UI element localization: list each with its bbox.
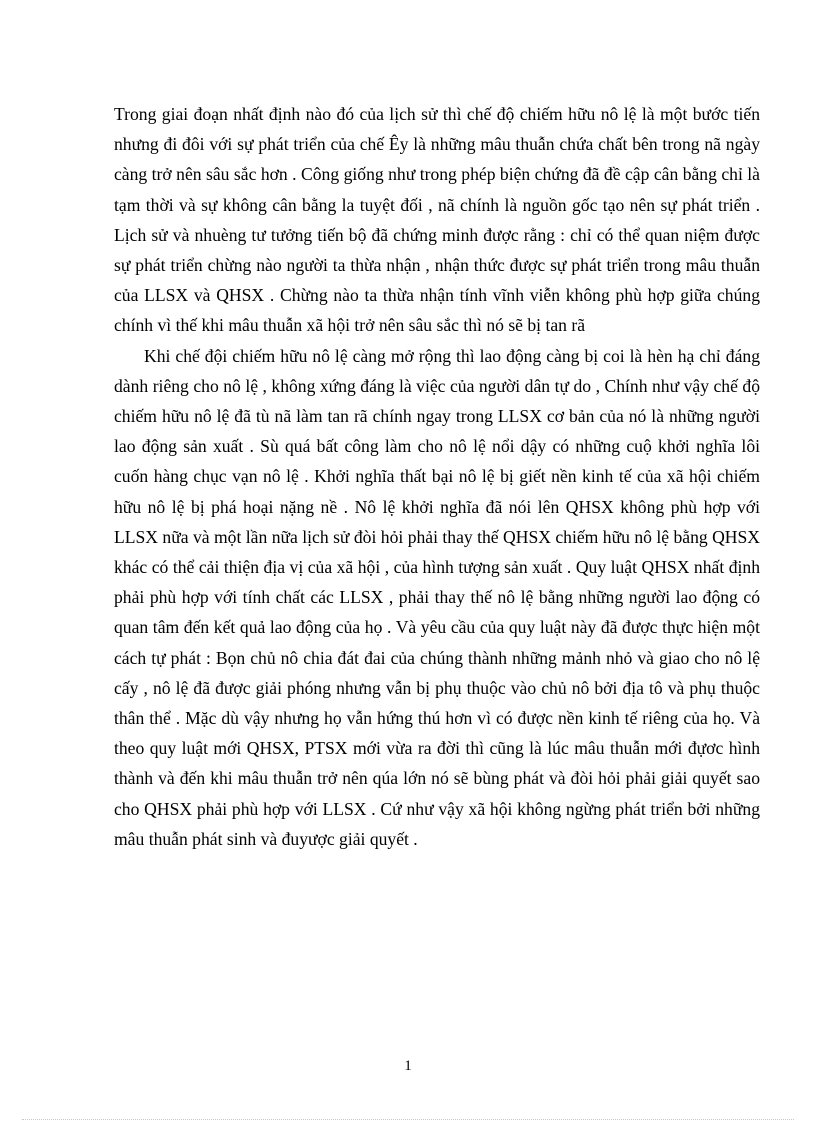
paragraph-2: Khi chế đội chiếm hữu nô lệ càng mở rộng thì lao động càng bị coi là hèn hạ chỉ đáng dành riêng cho nô lệ , không xứng đáng là việc của người dân tự do , Chính như vậy chế độ chiếm hữu nô lệ đã tù nã làm tan rã chính ngay trong LLSX cơ bản của nó là những người lao động sản xuất . Sù quá bất công làm cho nô lệ nổi dậy có những cuộ khởi nghĩa lôi cuốn hàng chục vạn nô lệ . Khởi nghĩa thất bại nô lệ bị giết nền kinh tế của xã hội chiếm hữu nô lệ bị phá hoại nặng nề . Nô lệ khởi nghĩa đã nói lên QHSX không phù hợp với LLSX nữa và một lần nữa lịch sử đòi hỏi phải thay thế QHSX chiếm hữu nô lệ bằng QHSX khác có thể cải thiện địa vị của xã hội , của hình tượng sản xuất . Quy luật QHSX nhất định phải phù hợp với tính chất các LLSX , phải thay thế nô lệ bằng những người lao động có quan tâm đến kết quả lao động của họ . Và yêu cầu của quy luật này đã được thực hiện một cách tự phát : Bọn chủ nô chia đát đai của chúng thành những mảnh nhỏ và giao cho nô lệ cấy , nô lệ đã được giải phóng nhưng vẫn bị phụ thuộc vào chủ nô bởi địa tô và phụ thuộc thân thể . Mặc dù vậy nhưng họ vẫn hứng thú hơn vì có được nền kinh tế riêng của họ. Và theo quy luật mới QHSX, PTSX mới vừa ra đời thì cũng là lúc mâu thuẫn mới đựơc hình thành và đến khi mâu thuẫn trở nên qúa lớn nó sẽ bùng phát và đòi hỏi phải giải quyết sao cho QHSX phải phù hợp với LLSX . Cứ như vậy xã hội không ngừng phát triển bởi những mâu thuẫn phát sinh và đuyược giải quyết . [114,345,760,849]
document-body [114,99,760,854]
page-bottom-edge [22,1119,794,1120]
page-number: 1 [404,1058,412,1074]
paragraph-1: Trong giai đoạn nhất định nào đó của lịch sử thì chế độ chiếm hữu nô lệ là một bước tiến nhưng đi đôi với sự phát triển của chế Êy là những mâu thuẫn chứa chất bên trong nã ngày càng trở nên sâu sắc hơn . Công giống như trong phép biện chứng đã đề cập cân bằng chỉ là tạm thời và sự không cân bằng la tuyệt đối , nã chính là nguồn gốc tạo nên sự phát triển . Lịch sử và nhuèng tư tưởng tiến bộ đã chứng minh được rằng : chỉ có thể quan niệm được sự phát triển chừng nào người ta thừa nhận , nhận thức được sự phát triển trong mâu thuẫn của LLSX và QHSX . Chừng nào ta thừa nhận tính vĩnh viễn không phù hợp giữa chúng chính vì thế khi mâu thuẫn xã hội trở nên sâu sắc thì nó sẽ bị tan rã [114,104,760,336]
